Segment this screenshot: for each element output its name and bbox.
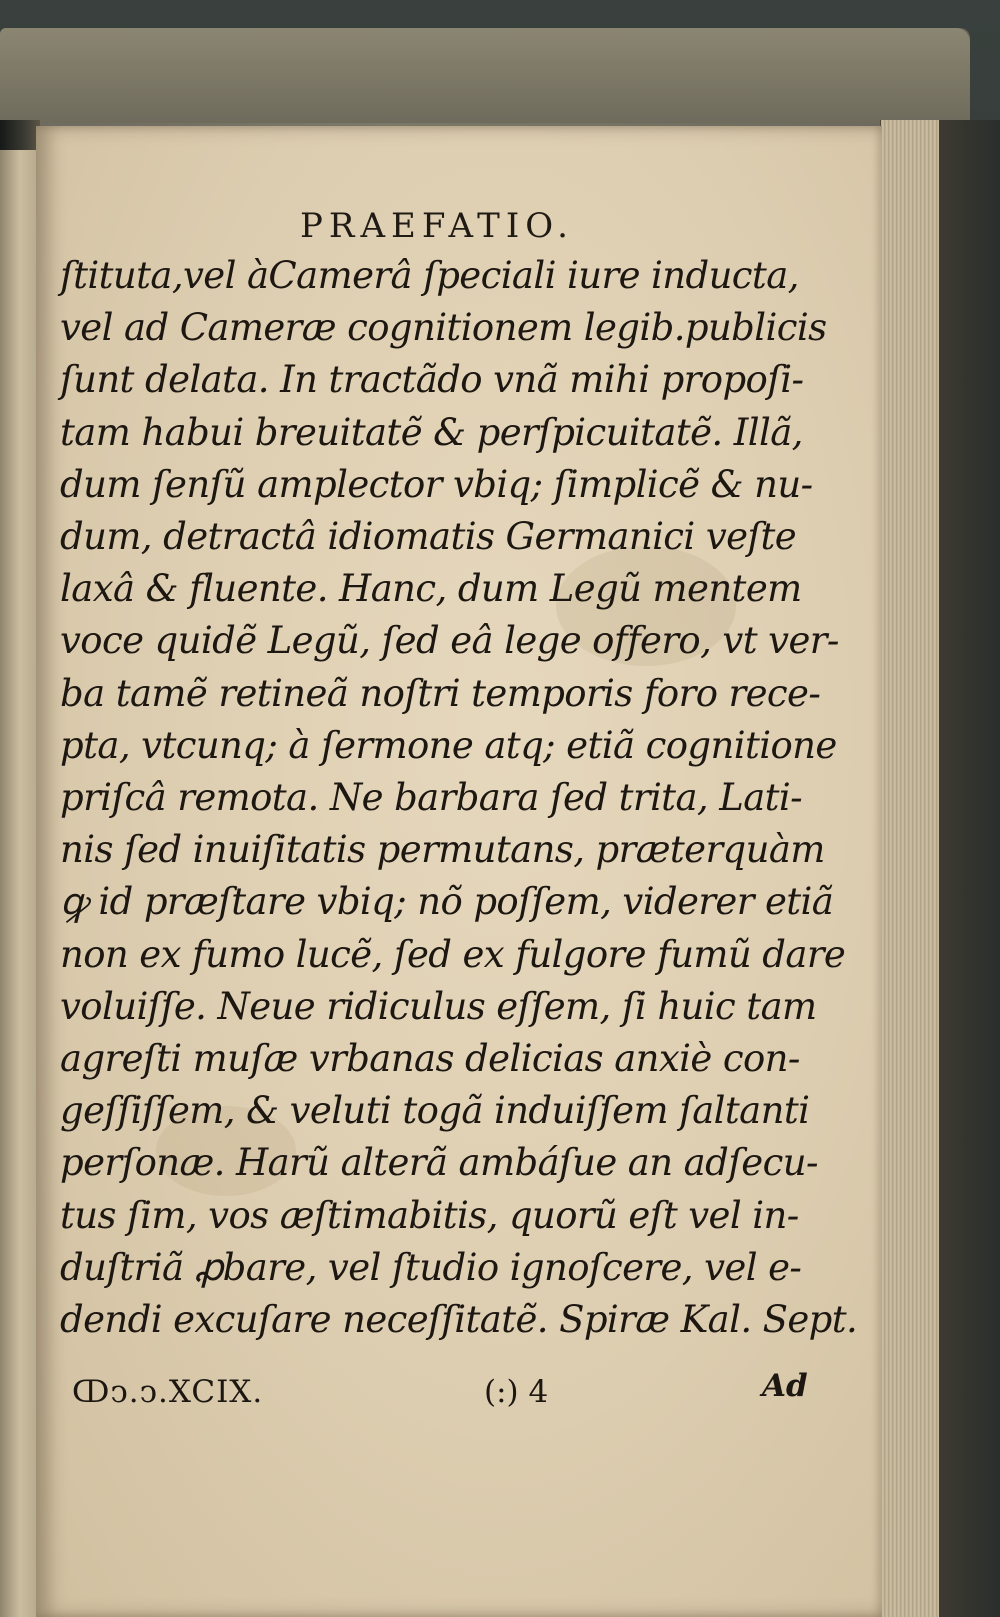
book-page xyxy=(36,126,882,1617)
body-text xyxy=(60,250,860,1346)
text-line: tam habui breuitatẽ & perſpicuitatẽ. Illã, xyxy=(60,410,803,454)
page-footer xyxy=(72,1368,842,1414)
text-line: pta, vtcunq; à ſermone atq; etiã cognitione xyxy=(60,723,837,767)
text-line: voce quidẽ Legũ, ſed eâ lege offero, vt ver- xyxy=(60,619,839,663)
text-line: dum ſenſũ amplector vbiq; ſimplicẽ & nu- xyxy=(60,462,813,506)
text-line: ꝙ id præſtare vbiq; nõ poſſem, viderer etiã xyxy=(60,880,834,924)
text-line: tus ſim, vos æſtimabitis, quorũ eſt vel in- xyxy=(60,1193,799,1237)
text-line: dum, detractâ idiomatis Germanici veſte xyxy=(60,515,797,559)
text-line: dendi excuſare neceſſitatẽ. Spiræ Kal. Sept. xyxy=(60,1298,858,1342)
text-line: ba tamẽ retineã noſtri temporis foro rece- xyxy=(60,671,821,715)
signature-mark: (:) 4 xyxy=(484,1374,549,1410)
text-line: non ex fumo lucẽ, ſed ex fulgore fumũ dare xyxy=(60,932,846,976)
text-line: ſtituta,vel àCamerâ ſpeciali iure inducta, xyxy=(60,254,799,297)
text-line: vel ad Cameræ cognitionem legib.publicis xyxy=(60,306,827,350)
footer-date: ↀↄ.ↄ.XCIX. xyxy=(72,1374,264,1410)
catchword: Ad xyxy=(762,1368,808,1404)
text-line: priſcâ remota. Ne barbara ſed trita, Lati- xyxy=(60,776,803,820)
running-header: PRAEFATIO. xyxy=(300,206,574,246)
text-line: laxâ & fluente. Hanc, dum Legũ mentem xyxy=(60,567,802,611)
text-line: agreſti muſæ vrbanas delicias anxiè con- xyxy=(60,1037,800,1081)
text-line: nis ſed inuiſitatis permutans, præterquàm xyxy=(60,828,825,872)
text-line: ſunt delata. In tractãdo vnã mihi propoſi- xyxy=(60,358,804,402)
text-line: duſtriã ꝓbare, vel ſtudio ignoſcere, vel e- xyxy=(60,1245,802,1289)
text-line: perſonæ. Harũ alterã ambáſue an adſecu- xyxy=(60,1141,818,1185)
page-stack-edge xyxy=(880,120,939,1617)
background-right xyxy=(938,120,1000,1617)
left-page-edge xyxy=(0,150,38,1617)
text-line: geſſiſſem, & veluti togã induiſſem ſaltanti xyxy=(60,1089,810,1133)
text-line: voluiſſe. Neue ridiculus eſſem, ſi huic tam xyxy=(60,984,817,1028)
cover-top-edge xyxy=(0,28,970,123)
